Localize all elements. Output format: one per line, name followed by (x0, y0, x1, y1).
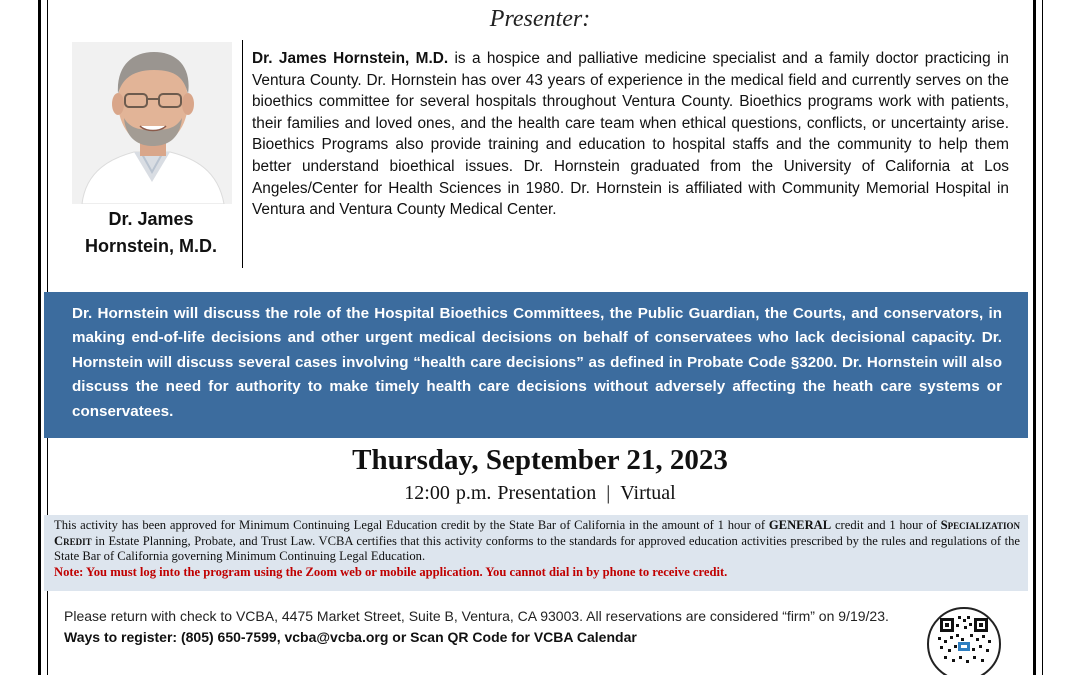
presenter-heading: Presenter: (489, 6, 591, 32)
photo-caption-line1: Dr. James (108, 209, 194, 229)
page-border-right (1033, 0, 1043, 675)
mcle-specialization: Specialization Credit (54, 518, 1020, 548)
event-format: Virtual (620, 482, 676, 504)
presenter-photo (72, 42, 232, 204)
photo-caption-line2: Hornstein, M.D. (84, 236, 217, 256)
qr-code-icon (926, 604, 1002, 675)
portrait-photo-icon (72, 42, 232, 204)
mcle-credit-box (44, 515, 1028, 591)
photo-caption (56, 206, 246, 260)
mcle-note: Note: You must log into the program using the Zoom web or mobile application. You cannot dial in by phone to receive credit. (54, 564, 728, 579)
qr-code[interactable] (926, 604, 1002, 675)
event-time: 12:00 p.m. Presentation (404, 482, 597, 504)
mcle-text (54, 518, 1020, 565)
session-description-band (44, 292, 1028, 438)
event-time-line (0, 482, 1080, 505)
mcle-text-part1: This activity has been approved for Minimum Continuing Legal Education credit by the State Bar of California in the amount of 1 hour of (54, 518, 769, 532)
session-description: Dr. Hornstein will discuss the role of the Hospital Bioethics Committees, the Public Guardian, the Courts, and conservators, in making end-of-life decisions and other urgent medical decisions on behalf of conservatees who lack decisional capacity. Dr. Hornstein will discuss several cases involving “health care decisions” as defined in Probate Code §3200. Dr. Hornstein will also discuss the need for authority to make timely health care decisions without adversely affecting the heath care systems or conservatees. (72, 305, 1002, 420)
presenter-bio-text: is a hospice and palliative medicine specialist and a family doctor practicing in Ventura County. Dr. Hornstein has over 43 years of experience in the medical field and currently serves on the bioethics committee for several hospitals throughout Ventura County. Bioethics programs work with patients, their families and loved ones, and the health care team when ethical questions, conflicts, or uncertainty arise. Bioethics Programs also provide training and education to hospital staffs and the community to help them better understand bioethical issues. Dr. Hornstein graduated from the University of California at Los Angeles/Center for Health Sciences in 1980. Dr. Hornstein is affiliated with Community Memorial Hospital in Ventura and Ventura County Medical Center. (252, 50, 1009, 219)
presenter-name: Dr. James Hornstein, M.D. (252, 50, 449, 67)
presenter-bio (252, 48, 1009, 221)
mcle-text-part3: in Estate Planning, Probate, and Trust Law. VCBA certifies that this activity conforms to the standards for approved education activities prescribed by the rules and regulations of the State Bar of California governing Minimum Continuing Legal Education. (54, 533, 1020, 564)
registration-info (64, 606, 914, 648)
registration-text: Please return with check to VCBA, 4475 Market Street, Suite B, Ventura, CA 93003. All reservations are considered “firm” on 9/19/23. (64, 608, 889, 624)
bio-divider (242, 40, 243, 268)
mcle-text-part2: credit and 1 hour of (831, 518, 941, 532)
mcle-general: GENERAL (768, 518, 832, 532)
registration-methods: Ways to register: (805) 650-7599, vcba@vcba.org or Scan QR Code for VCBA Calendar (64, 629, 637, 645)
event-separator: | (606, 482, 611, 504)
event-date: Thursday, September 21, 2023 (352, 444, 728, 476)
